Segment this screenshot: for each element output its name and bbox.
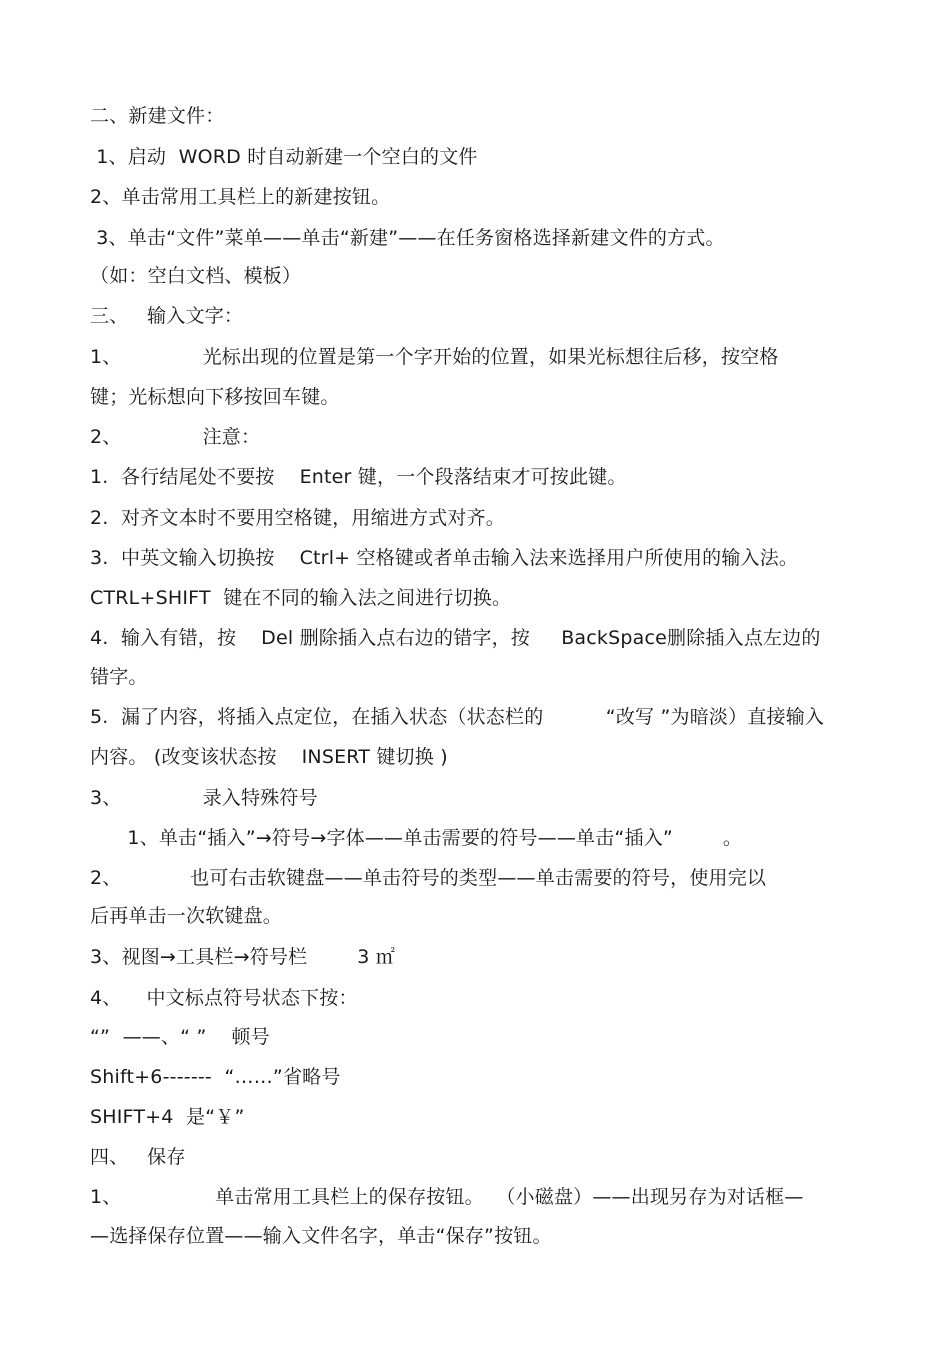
text-line: —选择保存位置——输入文件名字，单击“保存”按钮。: [90, 1225, 552, 1247]
text-line: 1、 单击常用工具栏上的保存按钮。 （小磁盘）——出现另存为对话框—: [90, 1186, 804, 1208]
text-line: 5. 漏了内容，将插入点定位，在插入状态（状态栏的 “改写 ”为暗淡）直接输入: [90, 706, 825, 728]
subheading-special-symbols: 3、 录入特殊符号: [90, 787, 318, 809]
text-line: 内容。 (改变该状态按 INSERT 键切换 ): [90, 746, 448, 768]
text-line: 2、 也可右击软键盘——单击符号的类型——单击需要的符号，使用完以: [90, 867, 767, 889]
text-line: 3、单击“文件”菜单——单击“新建”——在任务窗格选择新建文件的方式。: [90, 227, 725, 249]
text-line: 1、单击“插入”→符号→字体——单击需要的符号——单击“插入” 。: [90, 827, 743, 849]
text-line: 3. 中英文输入切换按 Ctrl+ 空格键或者单击输入法来选择用户所使用的输入法。: [90, 547, 799, 569]
text-line: 键；光标想向下移按回车键。: [90, 386, 340, 408]
text-line: 1、 光标出现的位置是第一个字开始的位置，如果光标想往后移，按空格: [90, 346, 779, 368]
heading-save: 四、 保存: [90, 1146, 186, 1168]
text-line: 后再单击一次软键盘。: [90, 905, 283, 927]
text-line: 1. 各行结尾处不要按 Enter 键，一个段落结束才可按此键。: [90, 466, 627, 488]
text-line: （如：空白文档、模板）: [90, 265, 302, 287]
heading-input-text: 三、 输入文字：: [90, 305, 244, 327]
text-line: “” ——、“ ” 顿号: [90, 1026, 270, 1048]
text-line: 3、视图→工具栏→符号栏 3 ㎡: [90, 946, 395, 968]
text-line: SHIFT+4 是“￥”: [90, 1106, 245, 1128]
text-line: CTRL+SHIFT 键在不同的输入法之间进行切换。: [90, 587, 512, 609]
text-line: 2、单击常用工具栏上的新建按钮。: [90, 186, 391, 208]
text-line: 错字。: [90, 666, 148, 688]
text-line: 4. 输入有错，按 Del 删除插入点右边的错字，按 BackSpace删除插入点左边的: [90, 627, 821, 649]
text-line: 2. 对齐文本时不要用空格键，用缩进方式对齐。: [90, 507, 506, 529]
heading-new-file: 二、新建文件：: [90, 105, 225, 127]
text-line: 4、 中文标点符号状态下按：: [90, 987, 358, 1009]
text-line: Shift+6------- “……”省略号: [90, 1066, 341, 1088]
text-line: 1、启动 WORD 时自动新建一个空白的文件: [90, 146, 478, 168]
subheading-note: 2、 注意：: [90, 426, 261, 448]
